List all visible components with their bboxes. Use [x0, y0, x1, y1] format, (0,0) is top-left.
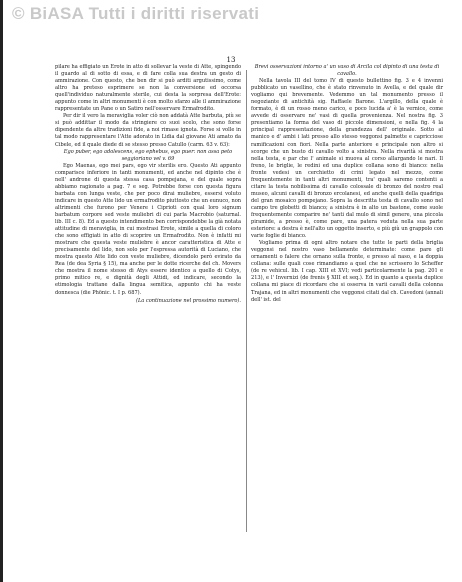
left-column [55, 64, 241, 305]
left-paragraph: Per dir il vero la meraviglia voler ciò non addatà Atte barbuta, più se si può addittar il modo da stringiere co suoi scelo, che sono forse dipendente da altre tradizioni fide, a noi rimase ignota. Forse si volle in tal modo rappresentare l'Atte adorato in Lidia dal giovane Ati amato da Cibele, ed il quale diede di se stesso presso Catullo (carm. 63 v. 63): [55, 113, 241, 148]
right-paragraph: Nella tavola III del tomo IV di questo bullettino fig. 3 e 4 invenni pubblicato un vasellino, che è stato rinvenuto in Avella, e del quale dir vogliamo qui brevemente. Vedemmo un tal monumento presso il negoziante di antichità sig. Raffaele Barone. L'argillo, della quale è formato, è di un rosso meno carico, e poco lucida a' è la vernice, come avvede di osservare ne' vasi di quella provenienza. Nel nostra fig. 3 presentiamo la forma del vaso di piccole dimensioni, e nella fig. 4 la principal rappresentazione, della grandezza dell' originale. Sotto al manico e d' ambi i lati presso allo stesso veggonsi palmette e capricciose ramificazioni con fiori. Nella parte anteriore e principale non altro si scorge che un busto di cavallo volto a sinistra. Nella rivarità si mostra nella testa, e par che l' animale si muova al corso allargando le nari. Il freno, le briglie, le redini ed una duplice collana sono di bianco: nella fronte vedesi un cerchietto di crini legato nel mezzo, come frequentemente in tanti altri monumenti, tra' quali saremo contenti a citare la testa nobilissima di cavallo colossale di bronzo del nostro real museo, alcuni cavalli di bronzo ercolanesi, ed anche quelli della quadriga del gran mosaico pompejano. Sopra la descritta testa di cavallo sono nel campo tre globetti di bianco; a sinistra è in alto un bastone, come suole frequentemente comparire ne' tanti dal mulo di simil genere, una piccola piramide, a presso è, come pare, una patera veduta nella sua parte esteriore: a destra è nell'alto un oggetto inserto, e più giù un grappolo con varie foglie di bianco. [251, 78, 443, 240]
page-edge-shadow [0, 0, 3, 582]
copyright-watermark: © BiASA Tutti i diritti riservati [12, 4, 260, 23]
page-number: 13 [226, 56, 236, 64]
column-divider [246, 70, 247, 532]
right-column [251, 64, 443, 304]
right-paragraph: Vogliamo prima di ogni altro notare che tutte le parti della briglia veggonsi nel nostro vaso bellamente determinate: come pare gli ornamenti o falere che ornano sulla fronte, e presso al naso, e la doppia collana: sulle quali cose rimandiamo a quel che ne scrissero lo Scheffer (de re vehicul. lib. I cap. XIII et XVI; vedi particolarmente la pag. 201 e 213), e l' Invernizi (de frenis § XIII et seq.). Ed in quanto a questa duplice collana mi piace di ricordare che si osserva in varii cavalli della colonna Trajana, ed in altri monumenti che veggonsi citati dal ch. Cavedoni (annali dell' ist. del [251, 240, 443, 303]
article-title: Brevi osservazioni intorno a' un vaso di Arcila col dipinto di una testa di cavallo. [254, 64, 440, 78]
left-quote: Ego puber, ego adolescens, ego ephebus, ego puer: non assa peto seggioriano vel v. 69 [63, 148, 233, 162]
left-paragraph: pilare ha effigiato un Erote in atto di sollevar la veste di Atte, spingendo il guardo al di sotto di essa, e di fare colla sua destra un gesto di ammirazione. Con questo, che ben dir si può arditi argutissimo, come altro ha preteso esprimere se non la conversione ed occorsa quell'individuo naturalmente sterile, cui desta la sorpresa dell'Erote: appunto come in altri monumenti è con molto sfarzo alle il ammirazione rappresentate un Pane o un Satiro nell'osservare Ermafrodito. [55, 64, 241, 113]
continuation-note: (La continuazione nel prossimo numero). [135, 297, 241, 304]
left-paragraph: Ego Maenas, ego mei pars, ego vir sterilis ero. Questo Ati appunto comparisce inferiore in tanti monumenti, ed anche nel dipinto che è nell' androne di questa stessa casa pompejana, e del quale sopra abbiamo ragionato a pag. 7 e seg. Potrebbe forse con questa figura barbata con lunga veste, che per poco dirai muliebre, essersi voluto indicare in questo Atte lido un ermafrodito piuttosto che un eunuco, non altrimenti che furono per Venere i Ciprioti con qual loro signum barbatum corpore sed veste muliebri di cui parla Macrobio (saturnal. lib. III c. 8). Ed a questo intendimento ben corrispondebbe la già notata attitudine di meraviglia, in cui mostrasi Erote, simile a quella di coloro che sono effigiati in atto di scoprire un Ermafrodito. Non è infatti mi mostrare che questa veste muliebre è ancor caratteristica di Atte e precisamente del lido, non solo per l'espressa autorità di Luciano, che mostra questo Atte lido con veste muliebre, dicendolo però evirato da Rea (de dea Syria § 15), ma anche per le dotte ricerche del ch. Movers che mostra il nome stesso di Atys essere identico a quello di Cotys, primo mitico re, e dignità degli Attidi, ed indicare, secondo la etimologia trattane dalla lingua semitica, appunto chi ha veste donnesca (die Phönic. t. I p. 687). [55, 162, 241, 296]
